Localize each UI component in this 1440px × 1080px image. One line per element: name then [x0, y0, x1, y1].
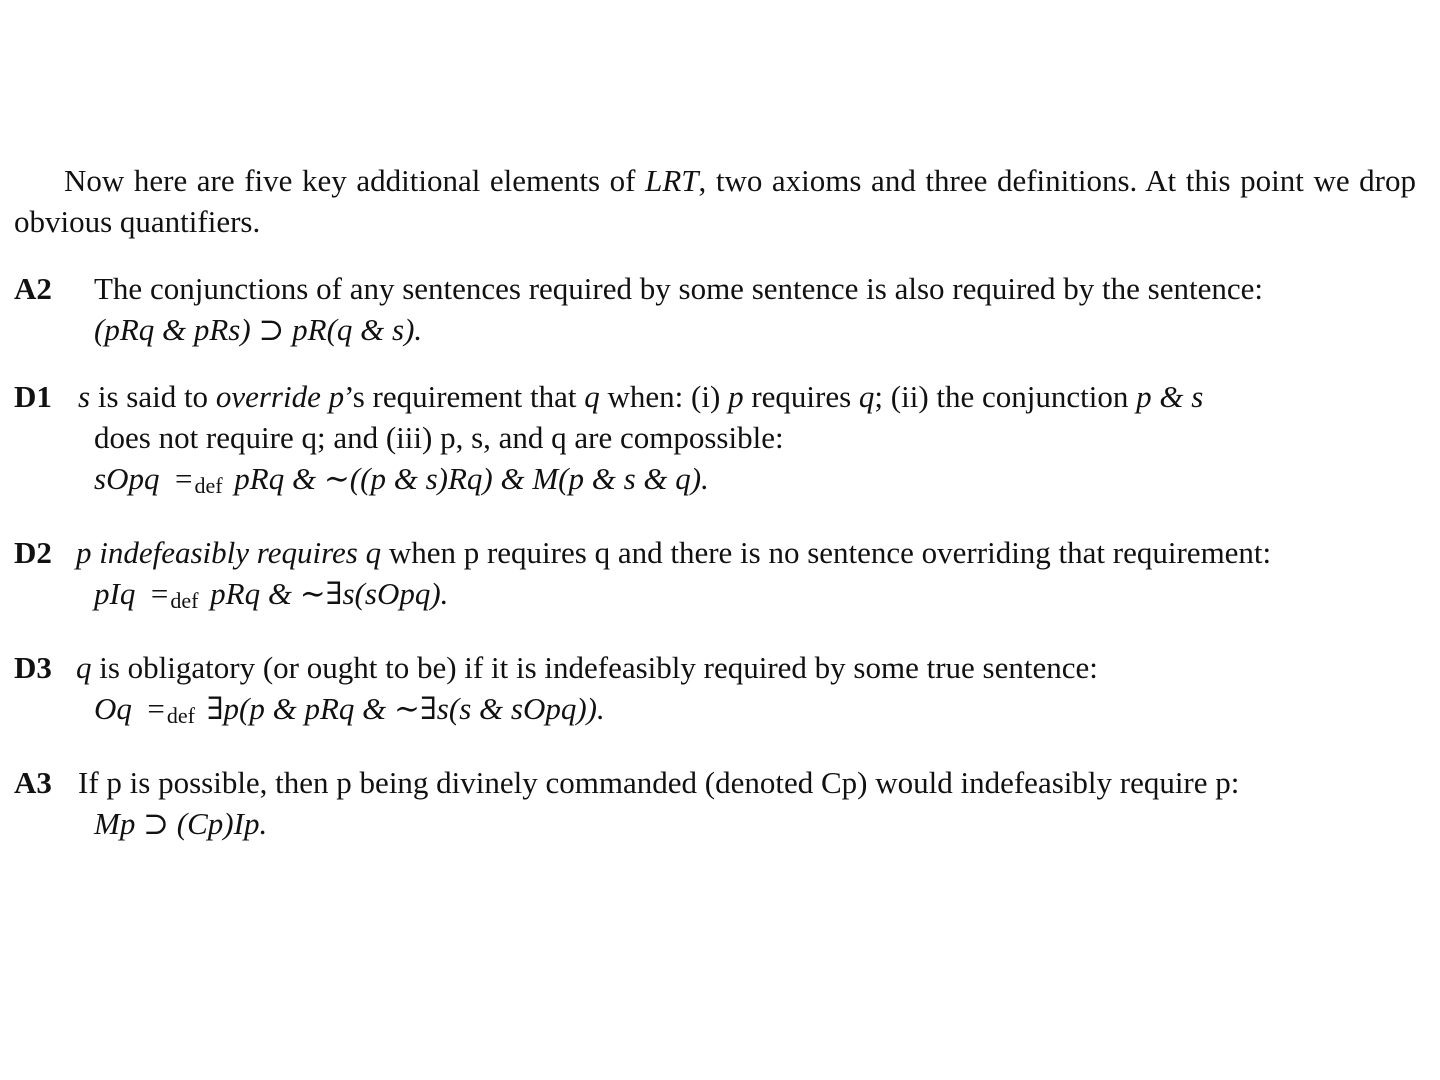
intro-paragraph — [14, 160, 1416, 242]
definition-d3-formula — [76, 688, 1416, 736]
axiom-a2-label: A2 — [14, 271, 52, 306]
d3-formula-right: ∃p(p & pRq & ∼∃s(s & sOpq)). — [206, 691, 605, 726]
definition-d2-formula — [76, 573, 1416, 621]
definition-d2-first-line — [76, 532, 1416, 573]
definition-d1-label: D1 — [14, 379, 52, 414]
d1-conjunction: p & s — [1136, 379, 1204, 414]
paper-page — [14, 160, 1416, 844]
d3-formula-left: Oq — [94, 691, 132, 726]
d1-formula-left: sOpq — [94, 461, 160, 496]
var-q: q — [858, 379, 875, 414]
axiom-a3-text: If p is possible, then p being divinely commanded (denoted Cp) would indefeasibly require p: — [78, 765, 1240, 800]
def-equals: = — [150, 576, 169, 611]
var-p: p — [728, 379, 744, 414]
var-p: p — [76, 535, 92, 570]
d1-override-term: override — [215, 379, 321, 414]
axiom-a2-text: The conjunctions of any sentences required by some sentence is also required by the sentence: — [94, 271, 1263, 306]
definition-d1-formula — [78, 458, 1416, 506]
intro-text-after: , two axioms and three definitions. At this point we drop obvious quantifiers. — [14, 163, 1416, 239]
def-equals: = — [147, 691, 165, 726]
d1-text-5: ; (ii) the conjunction — [874, 379, 1137, 414]
definition-d2 — [14, 532, 1416, 621]
definition-d3-label: D3 — [14, 650, 52, 685]
d2-indefeasibly-term: indefeasibly requires q — [91, 535, 382, 570]
d2-formula-right: pRq & ∼∃s(sOpq). — [210, 576, 449, 611]
axiom-a2-body — [14, 268, 1416, 350]
axiom-a3 — [14, 762, 1416, 844]
definition-d2-body — [14, 532, 1416, 621]
d2-formula-left: pIq — [94, 576, 136, 611]
d3-text: is obligatory (or ought to be) if it is indefeasibly required by some true sentence: — [91, 650, 1098, 685]
def-subscript: def — [194, 473, 223, 498]
definition-d2-label: D2 — [14, 535, 52, 570]
var-q: q — [76, 650, 92, 685]
d1-formula-right: pRq & ∼((p & s)Rq) & M(p & s & q). — [234, 461, 709, 496]
def-subscript: def — [170, 588, 199, 613]
intro-text-before: Now here are five key additional elements of — [64, 163, 646, 198]
axiom-a2-formula: (pRq & pRs) ⊃ pR(q & s). — [94, 312, 423, 347]
definition-d1 — [14, 376, 1416, 506]
d2-text: when p requires q and there is no sentence overriding that requirement: — [381, 535, 1272, 570]
var-p: p — [320, 379, 345, 414]
d1-text-2: ’s requirement that — [344, 379, 585, 414]
axiom-a3-body — [14, 762, 1416, 844]
definition-d1-first-line — [78, 376, 1416, 417]
d1-text-1: is said to — [90, 379, 216, 414]
d1-text-3: when: (i) — [599, 379, 729, 414]
definition-d3-first-line — [76, 647, 1416, 688]
var-q: q — [584, 379, 600, 414]
definition-d1-body — [14, 376, 1416, 506]
def-subscript: def — [166, 703, 195, 728]
definition-d1-second-line: does not require q; and (iii) p, s, and q are compossible: — [94, 420, 784, 455]
var-s: s — [78, 379, 91, 414]
definition-d3-body — [14, 647, 1416, 736]
definition-d3 — [14, 647, 1416, 736]
axiom-a2 — [14, 268, 1416, 350]
d1-text-4: requires — [743, 379, 859, 414]
axiom-a3-label: A3 — [14, 765, 52, 800]
def-equals: = — [174, 461, 193, 496]
lrt-abbrev: LRT — [645, 163, 699, 198]
axiom-a3-formula: Mp ⊃ (Cp)Ip. — [94, 806, 268, 841]
